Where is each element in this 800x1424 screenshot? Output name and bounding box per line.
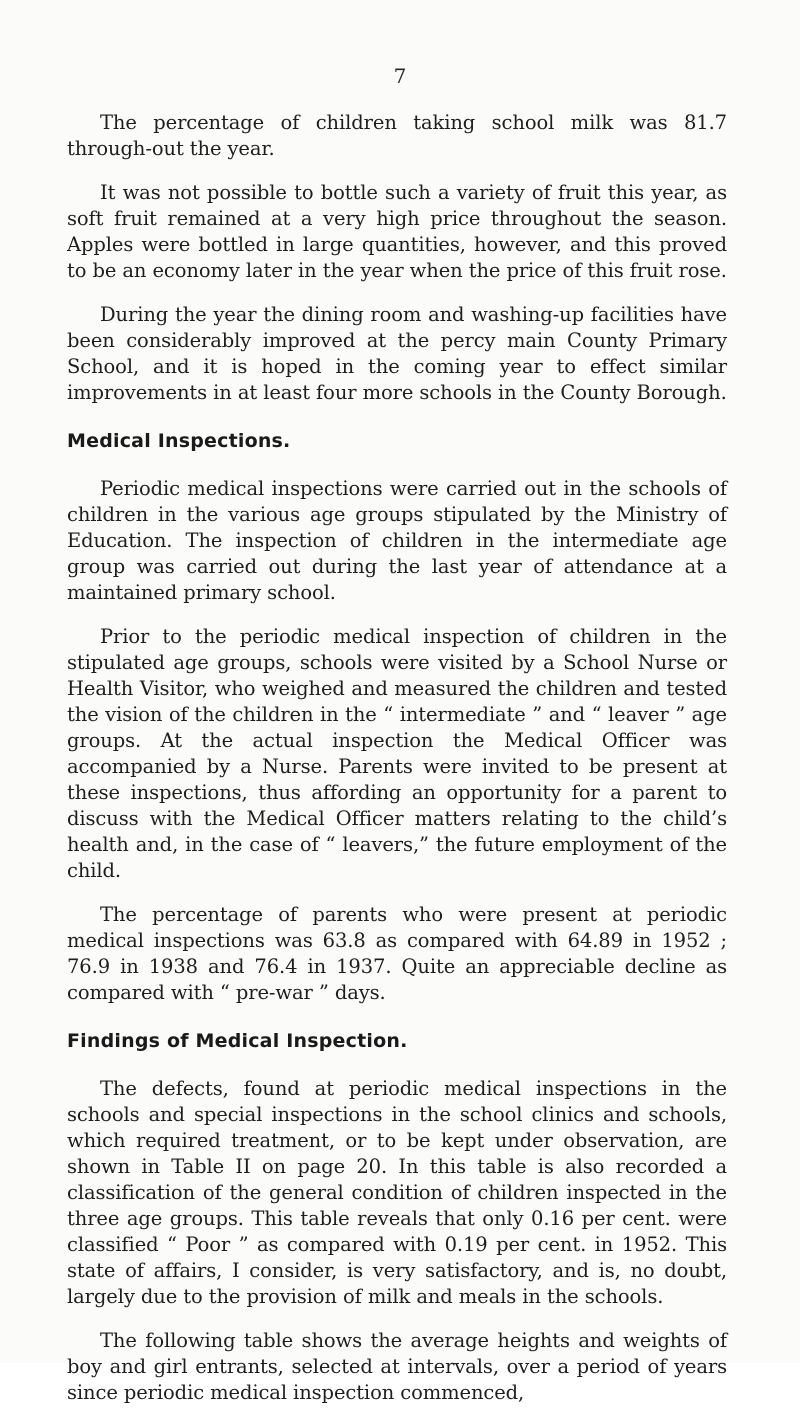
paragraph-heights-weights: The following table shows the average heights and weights of boy and girl entrants, selected at intervals, over a period of years since periodic medical inspection commenced, xyxy=(67,1329,727,1404)
paragraph-prior-inspection: Prior to the periodic medical inspection of children in the stipulated age groups, schools were visited by a School Nurse or Health Visitor, who weighed and measured the children and tested the vision of the children in the “ intermediate ” and “ leaver ” age groups. At the actual inspection the Medical Officer was accompanied by a Nurse. Parents were invited to be present at these inspections, thus affording an opportunity for a parent to discuss with the Medical Officer matters relating to the child’s health and, in the case of “ leavers,” the future employment of the child. xyxy=(67,625,727,882)
heading-findings: Findings of Medical Inspection. xyxy=(67,1030,408,1052)
paragraph-fruit-bottling: It was not possible to bottle such a variety of fruit this year, as soft fruit remained at a very high price throughout the season. Apples were bottled in large quantities, however, and this proved to be an economy later in the year when the price of this fruit rose. xyxy=(67,181,727,282)
paragraph-school-milk: The percentage of children taking school milk was 81.7 through-out the year. xyxy=(67,111,727,160)
paragraph-parent-attendance: The percentage of parents who were present at periodic medical inspections was 63.8 as compared with 64.89 in 1952 ; 76.9 in 1938 and 76.4 in 1937. Quite an appreciable decline as compared with “ pre-war ” days. xyxy=(67,903,727,1004)
paragraph-defects: The defects, found at periodic medical inspections in the schools and special inspections in the school clinics and schools, which required treatment, or to be kept under observation, are shown in Table II on page 20. In this table is also recorded a classification of the general condition of children inspected in the three age groups. This table reveals that only 0.16 per cent. were classified “ Poor ” as compared with 0.19 per cent. in 1952. This state of affairs, I consider, is very satisfactory, and is, no doubt, largely due to the provision of milk and meals in the schools. xyxy=(67,1077,727,1308)
heading-medical-inspections: Medical Inspections. xyxy=(67,430,291,452)
page-body xyxy=(67,110,727,1424)
page-number: 7 xyxy=(393,64,407,88)
paragraph-periodic-inspections: Periodic medical inspections were carried out in the schools of children in the various age groups stipulated by the Ministry of Education. The inspection of children in the intermediate age group was carried out during the last year of attendance at a maintained primary school. xyxy=(67,477,727,604)
paragraph-dining-facilities: During the year the dining room and washing-up facilities have been considerably improved at the percy main County Primary School, and it is hoped in the coming year to effect similar improvements in at least four more schools in the County Borough. xyxy=(67,303,727,404)
